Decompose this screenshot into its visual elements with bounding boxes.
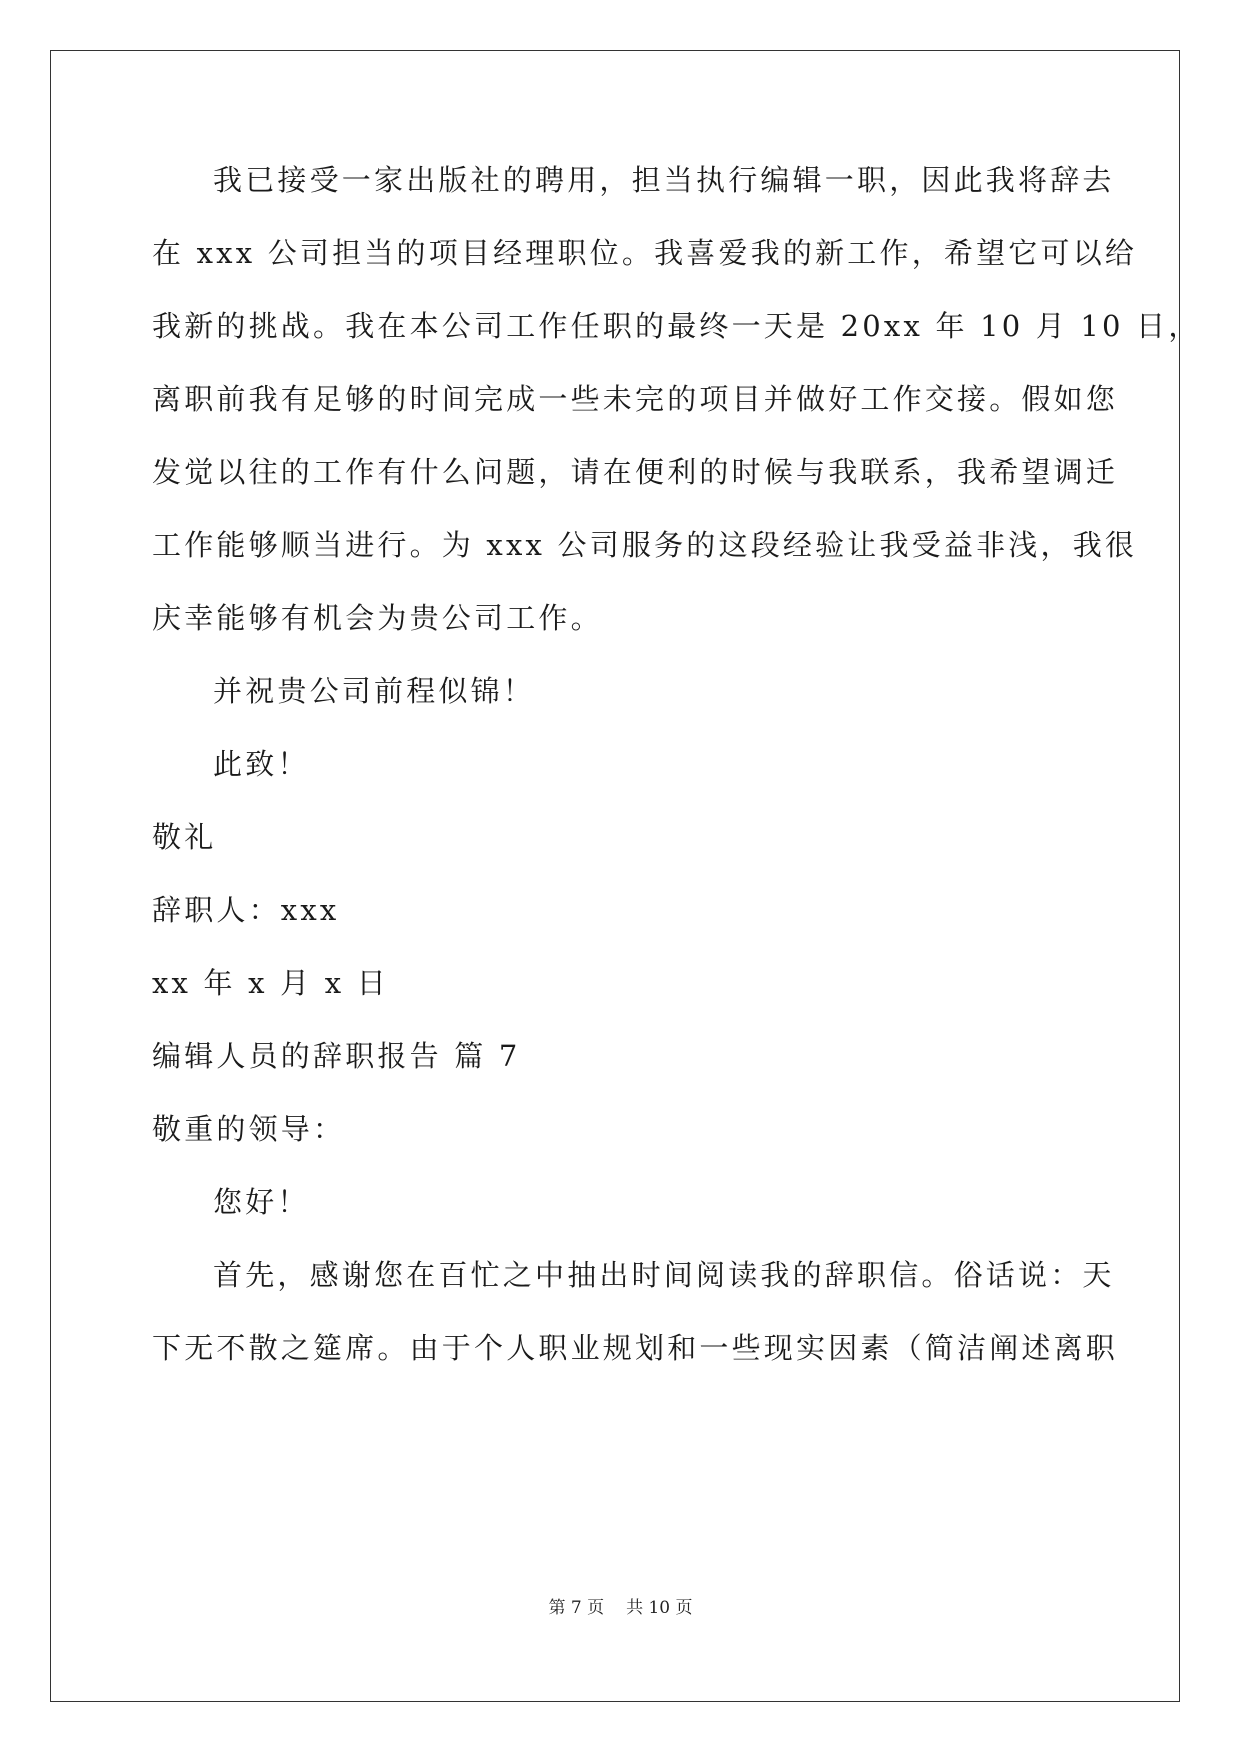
paragraph-line: 庆幸能够有机会为贵公司工作。 xyxy=(152,601,603,635)
paragraph-line: 我已接受一家出版社的聘用，担当执行编辑一职，因此我将辞去 xyxy=(213,163,1115,197)
hello-line: 您好！ xyxy=(213,1185,310,1219)
paragraph-line: 首先，感谢您在百忙之中抽出时间阅读我的辞职信。俗话说：天 xyxy=(213,1258,1115,1292)
section-title: 编辑人员的辞职报告 篇 7 xyxy=(152,1039,521,1073)
paragraph-line: 我新的挑战。我在本公司工作任职的最终一天是 20xx 年 10 月 10 日， xyxy=(152,309,1201,343)
page-total: 共 10 页 xyxy=(626,1598,693,1618)
page-border xyxy=(50,50,1180,1702)
closing-wish: 并祝贵公司前程似锦！ xyxy=(213,674,536,708)
paragraph-line: 下无不散之筵席。由于个人职业规划和一些现实因素（简洁阐述离职 xyxy=(152,1331,1119,1365)
signature-name: 辞职人：xxx xyxy=(152,893,340,927)
salutation-close: 此致！ xyxy=(213,747,310,781)
greeting: 敬重的领导： xyxy=(152,1112,346,1146)
page-number: 第 7 页 xyxy=(548,1598,605,1618)
regards: 敬礼 xyxy=(152,820,217,854)
page-footer xyxy=(0,1596,1241,1620)
paragraph-line: 工作能够顺当进行。为 xxx 公司服务的这段经验让我受益非浅，我很 xyxy=(152,528,1138,562)
signature-date: xx 年 x 月 x 日 xyxy=(152,966,389,1000)
paragraph-line: 发觉以往的工作有什么问题，请在便利的时候与我联系，我希望调迁 xyxy=(152,455,1119,489)
paragraph-line: 离职前我有足够的时间完成一些未完的项目并做好工作交接。假如您 xyxy=(152,382,1119,416)
paragraph-line: 在 xxx 公司担当的项目经理职位。我喜爱我的新工作，希望它可以给 xyxy=(152,236,1138,270)
